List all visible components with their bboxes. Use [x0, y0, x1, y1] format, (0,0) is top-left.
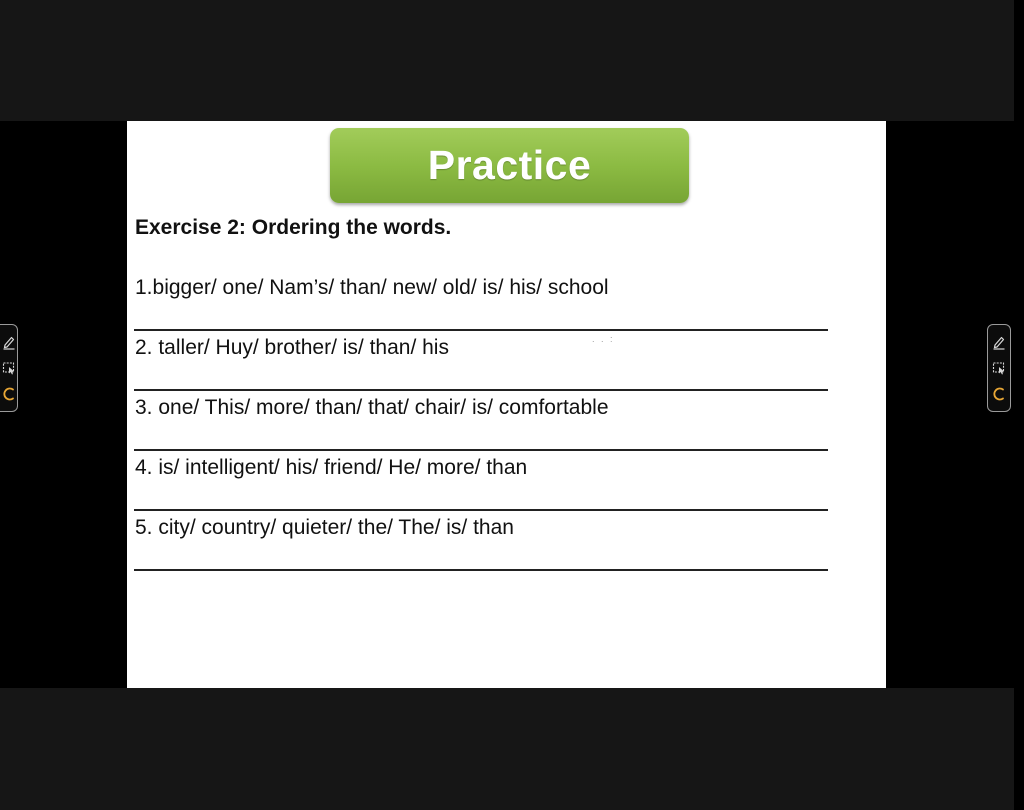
pen-icon	[2, 334, 16, 350]
undo-icon	[2, 386, 16, 402]
slide-title: Practice	[427, 142, 592, 188]
answer-line-5	[134, 569, 828, 571]
stray-marks: . . :	[592, 334, 615, 344]
left-undo-button[interactable]	[0, 383, 18, 405]
undo-icon	[992, 386, 1006, 402]
left-selection-button[interactable]	[0, 357, 18, 379]
exercise-item-3: 3. one/ This/ more/ than/ that/ chair/ is/ comfortable	[135, 396, 609, 419]
right-selection-button[interactable]	[990, 357, 1008, 379]
right-pen-button[interactable]	[990, 331, 1008, 353]
answer-line-1	[134, 329, 828, 331]
right-annotation-toolbar	[987, 324, 1011, 412]
bottom-letterbox	[0, 688, 1014, 810]
left-pen-button[interactable]	[0, 331, 18, 353]
selection-icon	[992, 361, 1006, 375]
title-banner	[330, 128, 689, 203]
exercise-heading: Exercise 2: Ordering the words.	[135, 216, 452, 239]
answer-line-4	[134, 509, 828, 511]
selection-icon	[2, 361, 16, 375]
right-undo-button[interactable]	[990, 383, 1008, 405]
top-letterbox	[0, 0, 1014, 121]
exercise-item-4: 4. is/ intelligent/ his/ friend/ He/ more/ than	[135, 456, 528, 479]
answer-line-2	[134, 389, 828, 391]
left-annotation-toolbar	[0, 324, 18, 412]
answer-line-3	[134, 449, 828, 451]
right-edge	[1014, 0, 1024, 810]
exercise-item-1: 1.bigger/ one/ Nam’s/ than/ new/ old/ is/ his/ school	[135, 276, 609, 299]
presentation-slide	[127, 121, 886, 688]
exercise-item-5: 5. city/ country/ quieter/ the/ The/ is/ than	[135, 516, 514, 539]
exercise-item-2: 2. taller/ Huy/ brother/ is/ than/ his	[135, 336, 449, 359]
pen-icon	[992, 334, 1006, 350]
